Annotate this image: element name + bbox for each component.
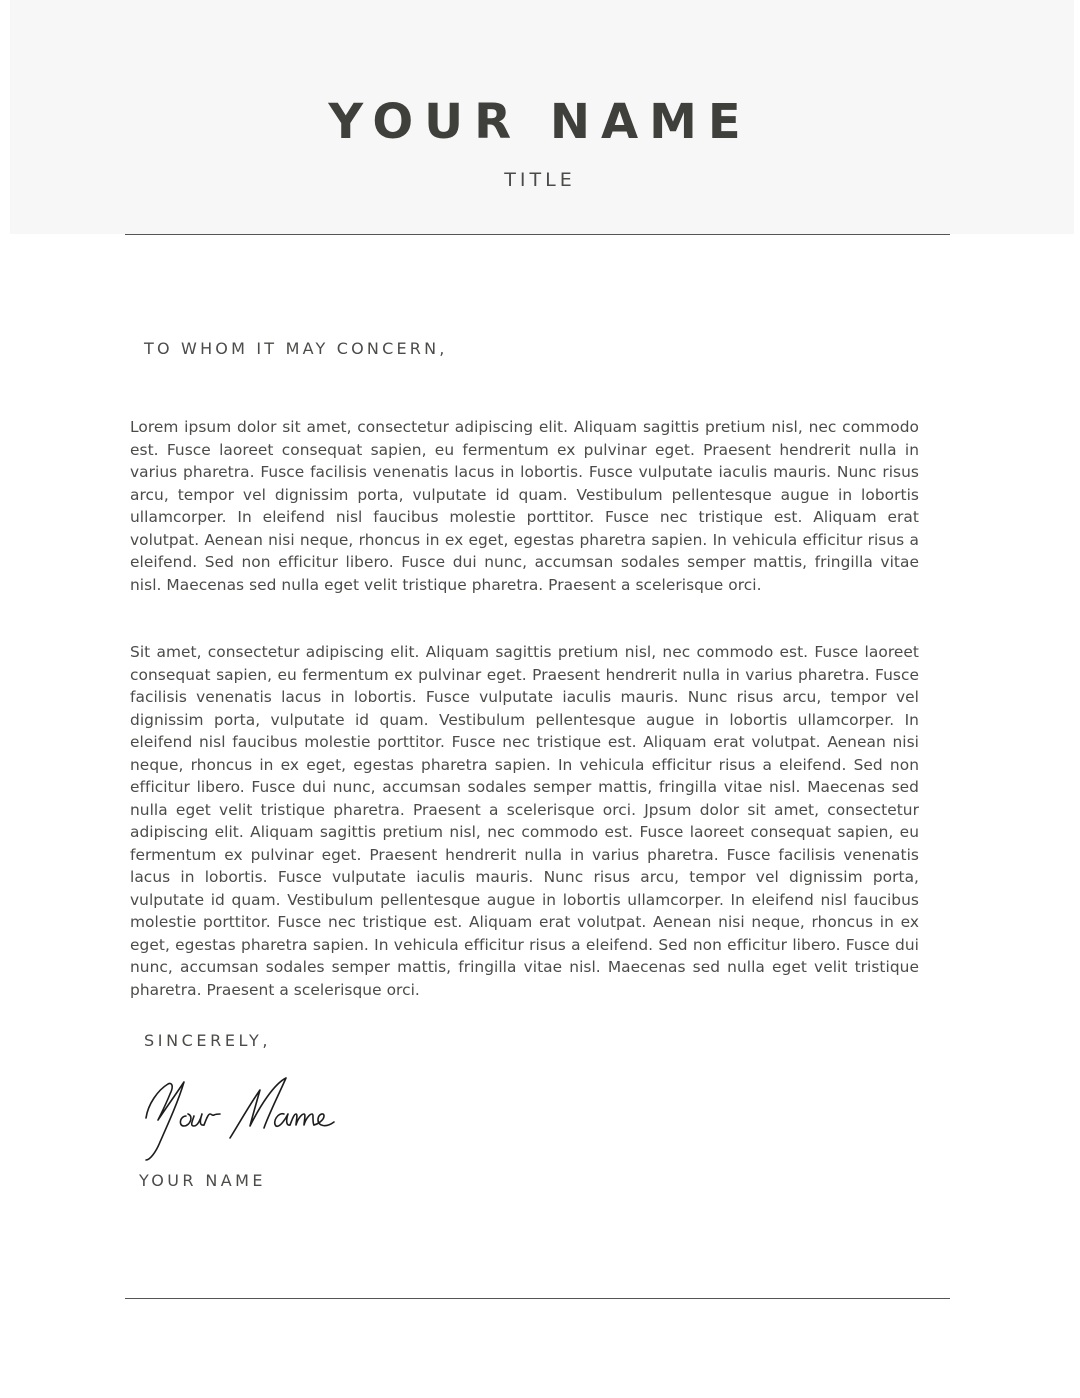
signature-image: [138, 1068, 358, 1168]
signer-name: YOUR NAME: [139, 1171, 266, 1190]
body-paragraph-2: Sit amet, consectetur adipiscing elit. Aliquam sagittis pretium nisl, nec commodo est. Fusce laoreet consequat sapien, eu fermentum ex pulvinar eget. Praesent hendrerit nulla in varius pharetra. Fusce facilisis venenatis lacus in lobortis. Fusce vulputate iaculis mauris. Nunc risus arcu, tempor vel dignissim porta, vulputate id quam. Vestibulum pellentesque augue in lobortis ullamcorper. In eleifend nisl faucibus molestie porttitor. Fusce nec tristique est. Aliquam erat volutpat. Aenean nisi neque, rhoncus in ex eget, egestas pharetra sapien. In vehicula efficitur risus a eleifend. Sed non efficitur libero. Fusce dui nunc, accumsan sodales semper mattis, fringilla vitae nisl. Maecenas sed nulla eget velit tristique pharetra. Praesent a scelerisque orci. Jpsum dolor sit amet, consectetur adipiscing elit. Aliquam sagittis pretium nisl, nec commodo est. Fusce laoreet consequat sapien, eu fermentum ex pulvinar eget. Praesent hendrerit nulla in varius pharetra. Fusce facilisis venenatis lacus in lobortis. Fusce vulputate iaculis mauris. Nunc risus arcu, tempor vel dignissim porta, vulputate id quam. Vestibulum pellentesque augue in lobortis ullamcorper. In eleifend nisl faucibus molestie porttitor. Fusce nec tristique est. Aliquam erat volutpat. Aenean nisi neque, rhoncus in ex eget, egestas pharetra sapien. In vehicula efficitur risus a eleifend. Sed non efficitur libero. Fusce dui nunc, accumsan sodales semper mattis, fringilla vitae nisl. Maecenas sed nulla eget velit tristique pharetra. Praesent a scelerisque orci.: [130, 643, 919, 999]
closing: SINCERELY,: [144, 1031, 271, 1050]
body-paragraph-1: Lorem ipsum dolor sit amet, consectetur adipiscing elit. Aliquam sagittis pretium nisl, nec commodo est. Fusce laoreet consequat sapien, eu fermentum ex pulvinar eget. Praesent hendrerit nulla in varius pharetra. Fusce facilisis venenatis lacus in lobortis. Fusce vulputate iaculis mauris. Nunc risus arcu, tempor vel dignissim porta, vulputate id quam. Vestibulum pellentesque augue in lobortis ullamcorper. In eleifend nisl faucibus molestie porttitor. Fusce nec tristique est. Aliquam erat volutpat. Aenean nisi neque, rhoncus in ex eget, egestas pharetra sapien. In vehicula efficitur risus a eleifend. Sed non efficitur libero. Fusce dui nunc, accumsan sodales semper mattis, fringilla vitae nisl. Maecenas sed nulla eget velit tristique pharetra. Praesent a scelerisque orci.: [130, 418, 919, 594]
footer-divider: [125, 1298, 950, 1299]
header-divider: [125, 234, 950, 235]
salutation: TO WHOM IT MAY CONCERN,: [144, 339, 448, 358]
letterhead-name: YOUR NAME: [328, 94, 752, 150]
letterhead-title: TITLE: [504, 169, 576, 191]
